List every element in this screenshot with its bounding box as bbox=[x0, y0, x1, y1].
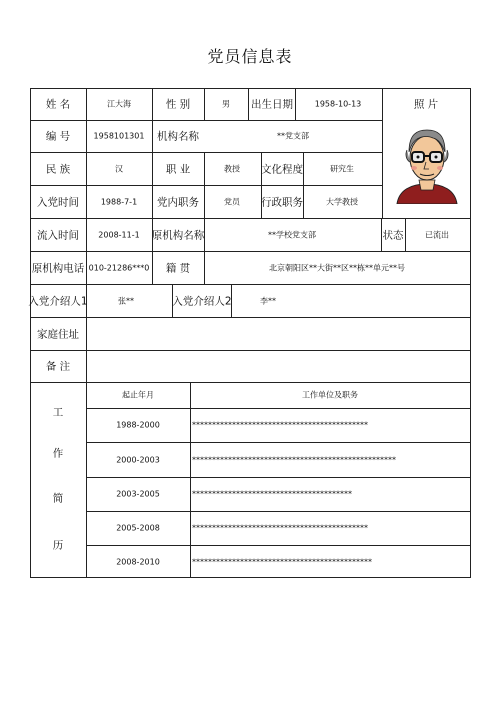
label-introducer-1: 入党介绍人1 bbox=[28, 295, 88, 308]
label-org-name: 机构名称 bbox=[157, 130, 199, 143]
value-introducer-1: 张** bbox=[118, 296, 134, 306]
label-work-resume-3: 简 bbox=[52, 492, 64, 505]
value-join-date: 1988-7-1 bbox=[100, 197, 138, 207]
value-name: 江大海 bbox=[107, 99, 131, 109]
value-status: 已流出 bbox=[425, 230, 449, 240]
value-occupation: 教授 bbox=[224, 164, 240, 174]
member-photo bbox=[393, 124, 461, 204]
period-header: 起止年月 bbox=[122, 390, 154, 400]
label-gender: 性 别 bbox=[165, 98, 191, 111]
history-unit: ******************************************** bbox=[192, 523, 368, 533]
value-ethnicity: 汉 bbox=[115, 164, 123, 174]
history-unit: **************************************** bbox=[192, 489, 352, 499]
history-period: 2003-2005 bbox=[116, 489, 160, 499]
label-work-resume-2: 作 bbox=[52, 447, 64, 460]
value-admin-post: 大学教授 bbox=[326, 197, 358, 207]
label-birth: 出生日期 bbox=[251, 98, 293, 111]
label-native: 籍 贯 bbox=[165, 262, 191, 275]
history-period: 1988-2000 bbox=[116, 420, 160, 430]
label-transfer-in: 流入时间 bbox=[37, 229, 79, 242]
history-unit: *************************************************** bbox=[192, 455, 396, 465]
history-period: 2005-2008 bbox=[116, 523, 160, 533]
value-birth: 1958-10-13 bbox=[314, 99, 362, 109]
page-title: 党员信息表 bbox=[207, 47, 293, 66]
label-party-post: 党内职务 bbox=[157, 196, 199, 209]
value-native: 北京朝阳区**大街**区**栋**单元**号 bbox=[269, 263, 405, 273]
label-work-resume-1: 工 bbox=[52, 406, 64, 419]
label-orig-phone: 原机构电话 bbox=[31, 262, 85, 275]
label-id: 编 号 bbox=[45, 130, 71, 143]
label-photo: 照 片 bbox=[413, 98, 439, 111]
label-orig-org: 原机构名称 bbox=[151, 229, 205, 242]
value-orig-phone: 010-21286***0 bbox=[88, 263, 150, 273]
label-occupation: 职 业 bbox=[165, 163, 191, 176]
label-work-resume-4: 历 bbox=[52, 539, 64, 552]
history-unit: ********************************************* bbox=[192, 557, 372, 567]
value-org-name: **党支部 bbox=[277, 131, 309, 141]
history-period: 2008-2010 bbox=[116, 557, 160, 567]
label-join-date: 入党时间 bbox=[37, 196, 79, 209]
label-ethnicity: 民 族 bbox=[45, 163, 71, 176]
label-remarks: 备 注 bbox=[45, 360, 71, 373]
value-gender: 男 bbox=[222, 99, 230, 109]
value-transfer-in: 2008-11-1 bbox=[98, 230, 140, 240]
label-status: 状态 bbox=[382, 229, 404, 242]
label-address: 家庭住址 bbox=[37, 328, 79, 341]
label-name: 姓 名 bbox=[45, 98, 71, 111]
value-introducer-2: 李** bbox=[260, 296, 276, 306]
value-id: 1958101301 bbox=[93, 131, 145, 141]
history-unit: ******************************************** bbox=[192, 420, 368, 430]
label-admin-post: 行政职务 bbox=[261, 196, 303, 209]
unit-header: 工作单位及职务 bbox=[302, 390, 358, 400]
label-education: 文化程度 bbox=[261, 163, 303, 176]
value-party-post: 党员 bbox=[224, 197, 240, 207]
label-introducer-2: 入党介绍人2 bbox=[172, 295, 232, 308]
value-education: 研究生 bbox=[330, 164, 354, 174]
value-orig-org: **学校党支部 bbox=[268, 230, 316, 240]
history-period: 2000-2003 bbox=[116, 455, 160, 465]
